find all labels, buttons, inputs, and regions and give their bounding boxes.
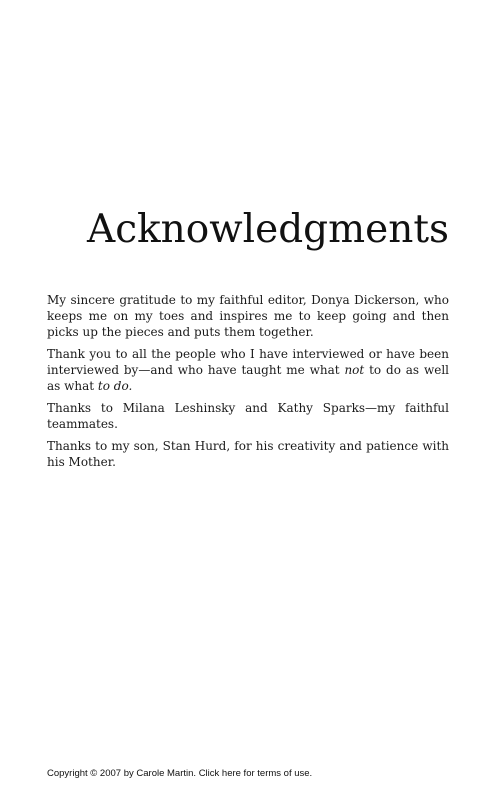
paragraph-interviewees-text-middle: to do as well as what — [47, 363, 449, 393]
copyright-text: Copyright © 2007 by Carole Martin. — [47, 768, 199, 779]
paragraph-son: Thanks to my son, Stan Hurd, for his creativity and patience with his Mother. — [47, 439, 449, 469]
acknowledgments-body — [47, 292, 449, 476]
page-title: Acknowledgments — [87, 207, 449, 252]
paragraph-teammates: Thanks to Milana Leshinsky and Kathy Sparks—my faithful teammates. — [47, 401, 449, 431]
paragraph-interviewees — [47, 346, 449, 394]
emphasis-to-do: to do. — [97, 379, 133, 393]
paragraph-editor: My sincere gratitude to my faithful editor, Donya Dickerson, who keeps me on my toes and inspires me to keep going and then picks up the pieces and puts them together. — [47, 293, 449, 339]
terms-of-use-link[interactable]: Click here for terms of use. — [198, 768, 313, 779]
copyright-footer — [47, 768, 312, 779]
paragraph-interviewees-text-start: Thank you to all the people who I have interviewed or have been interviewed by—and who have taught me what — [47, 347, 449, 377]
emphasis-not: not — [344, 363, 365, 377]
